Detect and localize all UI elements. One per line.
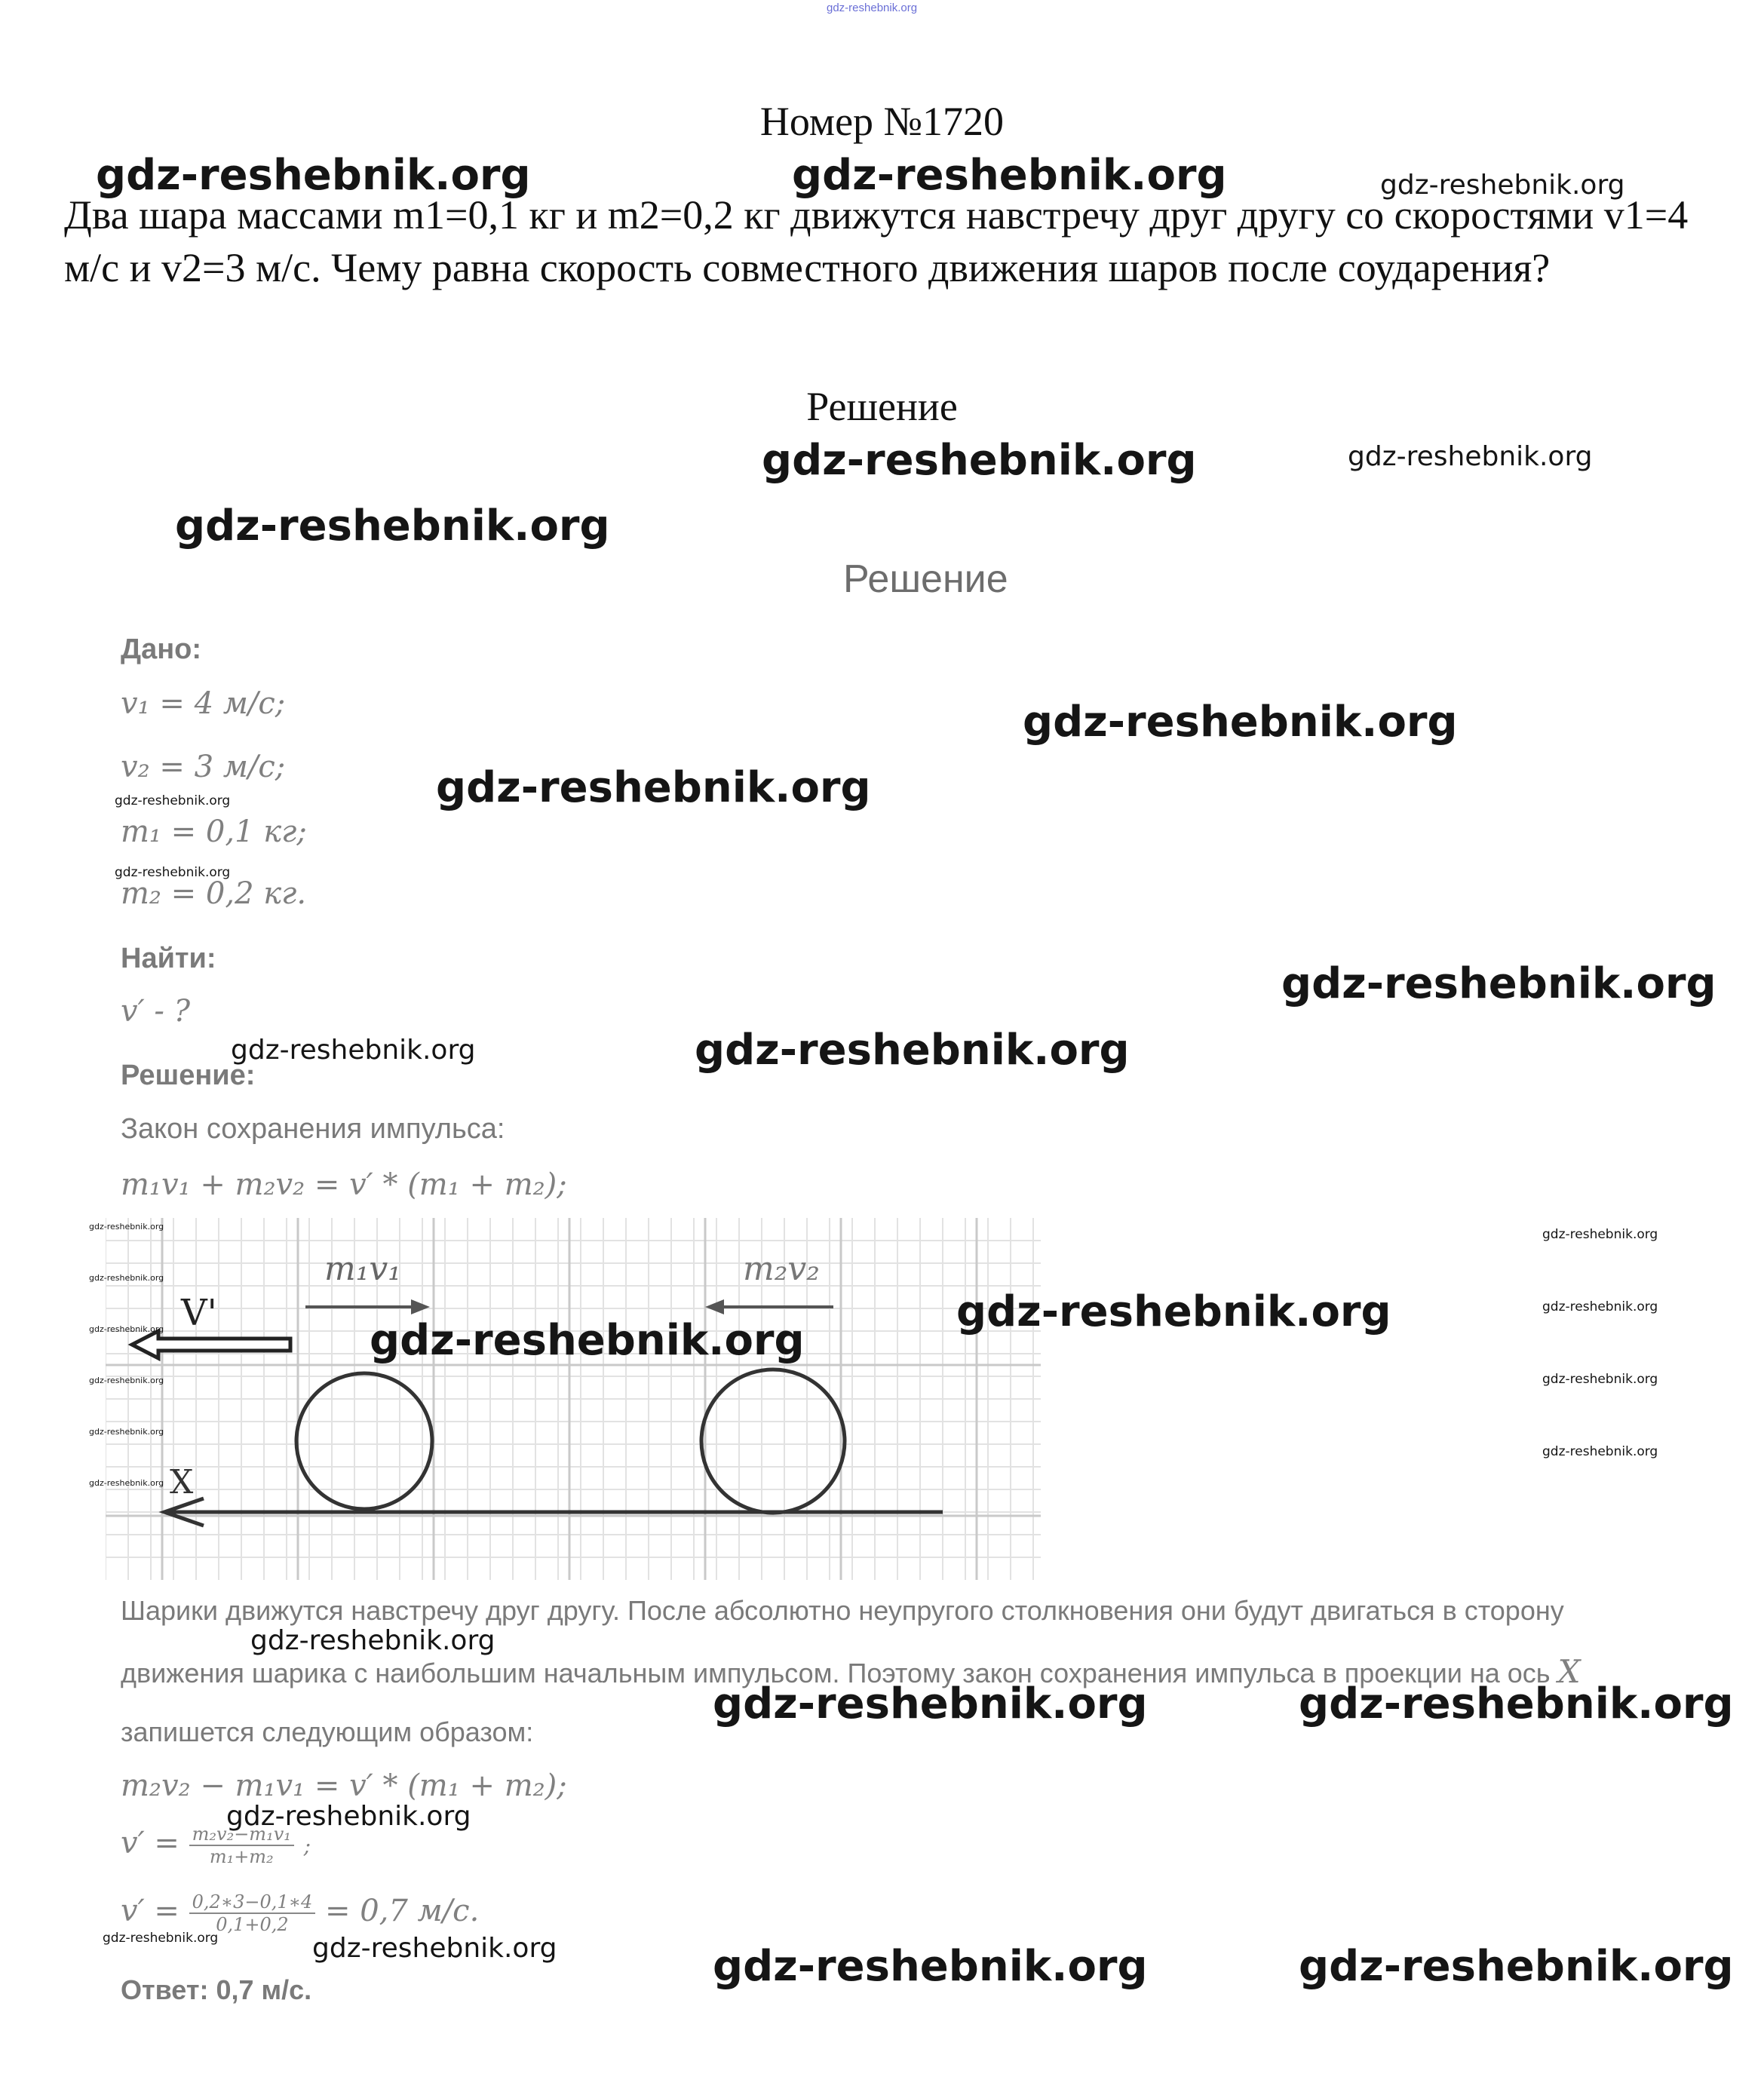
- collision-diagram: [106, 1218, 1041, 1580]
- watermark: gdz-reshebnik.org: [762, 436, 1197, 485]
- explanation-line-3: запишется следующим образом:: [121, 1716, 534, 1747]
- eq4-lhs: v′ =: [121, 1894, 179, 1928]
- given-label: Дано:: [121, 633, 202, 665]
- equation-2: m₂v₂ − m₁v₁ = v′ * (m₁ + m₂);: [121, 1768, 567, 1803]
- watermark: gdz-reshebnik.org: [312, 1933, 557, 1964]
- watermark: gdz-reshebnik.org: [1380, 170, 1625, 201]
- watermark: gdz-reshebnik.org: [89, 1376, 164, 1385]
- equation-1: m₁v₁ + m₂v₂ = v′ * (m₁ + m₂);: [121, 1167, 567, 1202]
- watermark: gdz-reshebnik.org: [792, 151, 1227, 200]
- watermark: gdz-reshebnik.org: [370, 1316, 805, 1365]
- watermark: gdz-reshebnik.org: [115, 865, 231, 880]
- explanation-line-1: Шарики движутся навстречу друг другу. После абсолютно неупругого столкновения они будут двигаться в сторону: [121, 1595, 1564, 1626]
- given-m2: m₂ = 0,2 кг.: [121, 876, 307, 911]
- find-value: v′ - ?: [121, 994, 191, 1029]
- eq4-rhs: = 0,7 м/с.: [324, 1894, 480, 1928]
- eq3-end: ;: [303, 1833, 311, 1858]
- watermark: gdz-reshebnik.org: [89, 1478, 164, 1488]
- given-v1: v₁ = 4 м/с;: [121, 686, 286, 721]
- eq3-lhs: v′ =: [121, 1826, 179, 1860]
- watermark: gdz-reshebnik.org: [1281, 959, 1716, 1008]
- watermark: gdz-reshebnik.org: [1299, 1942, 1734, 1991]
- solution-title: Решение: [806, 384, 958, 429]
- answer: Ответ: 0,7 м/с.: [121, 1974, 312, 2005]
- watermark: gdz-reshebnik.org: [250, 1625, 495, 1656]
- eq3-denominator: m₁+m₂: [209, 1846, 274, 1867]
- ball-2: [701, 1370, 845, 1513]
- equation-4: [121, 1891, 479, 1935]
- axis-symbol: X: [1557, 1653, 1581, 1690]
- law-text: Закон сохранения импульса:: [121, 1113, 505, 1145]
- solution-label: Решение:: [121, 1060, 256, 1091]
- watermark: gdz-reshebnik.org: [1023, 698, 1458, 747]
- eq4-numerator: 0,2∗3−0,1∗4: [189, 1891, 316, 1914]
- watermark: gdz-reshebnik.org: [1542, 1444, 1658, 1459]
- eq4-denominator: 0,1+0,2: [216, 1914, 289, 1935]
- problem-text: Два шара массами m1=0,1 кг и m2=0,2 кг движутся навстречу друг другу со скоростями v1=4 м/с и v2=3 м/с. Чему равна скорость совместного движения шаров после соударения?: [64, 192, 1689, 290]
- watermark: gdz-reshebnik.org: [115, 793, 231, 808]
- watermark: gdz-reshebnik.org: [175, 502, 610, 551]
- watermark: gdz-reshebnik.org: [713, 1942, 1148, 1991]
- page-title: Номер №1720: [759, 99, 1005, 144]
- watermark: gdz-reshebnik.org: [695, 1026, 1130, 1075]
- m2v2-label: m₂v₂: [743, 1250, 820, 1288]
- explanation-text-2: движения шарика с наибольшим начальным импульсом. Поэтому закон сохранения импульса в проекции на ось: [121, 1658, 1551, 1689]
- grid: [106, 1218, 1041, 1580]
- solution-heading: Решение: [843, 557, 1008, 601]
- watermark: gdz-reshebnik.org: [103, 1931, 219, 1946]
- watermark: gdz-reshebnik.org: [1299, 1679, 1734, 1728]
- eq4-fraction: [189, 1891, 316, 1935]
- watermark: gdz-reshebnik.org: [1542, 1372, 1658, 1387]
- velocity-after-label: V': [181, 1292, 217, 1334]
- watermark: gdz-reshebnik.org: [1348, 441, 1593, 472]
- find-label: Найти:: [121, 943, 216, 974]
- site-link[interactable]: gdz-reshebnik.org: [827, 2, 918, 14]
- watermark: gdz-reshebnik.org: [436, 763, 871, 812]
- watermark: gdz-reshebnik.org: [1542, 1227, 1658, 1242]
- watermark: gdz-reshebnik.org: [713, 1679, 1148, 1728]
- given-v2: v₂ = 3 м/с;: [121, 750, 286, 784]
- watermark: gdz-reshebnik.org: [956, 1287, 1391, 1336]
- watermark: gdz-reshebnik.org: [89, 1222, 164, 1232]
- watermark: gdz-reshebnik.org: [89, 1427, 164, 1437]
- eq3-numerator: m₂v₂−m₁v₁: [189, 1824, 294, 1846]
- given-m1: m₁ = 0,1 кг;: [121, 814, 307, 849]
- watermark: gdz-reshebnik.org: [89, 1273, 164, 1283]
- m1v1-label: m₁v₁: [324, 1250, 401, 1288]
- watermark: gdz-reshebnik.org: [89, 1324, 164, 1334]
- watermark: gdz-reshebnik.org: [1542, 1299, 1658, 1314]
- watermark: gdz-reshebnik.org: [231, 1035, 476, 1066]
- watermark: gdz-reshebnik.org: [96, 151, 531, 200]
- watermark: gdz-reshebnik.org: [226, 1801, 471, 1832]
- x-axis-label: X: [170, 1463, 194, 1501]
